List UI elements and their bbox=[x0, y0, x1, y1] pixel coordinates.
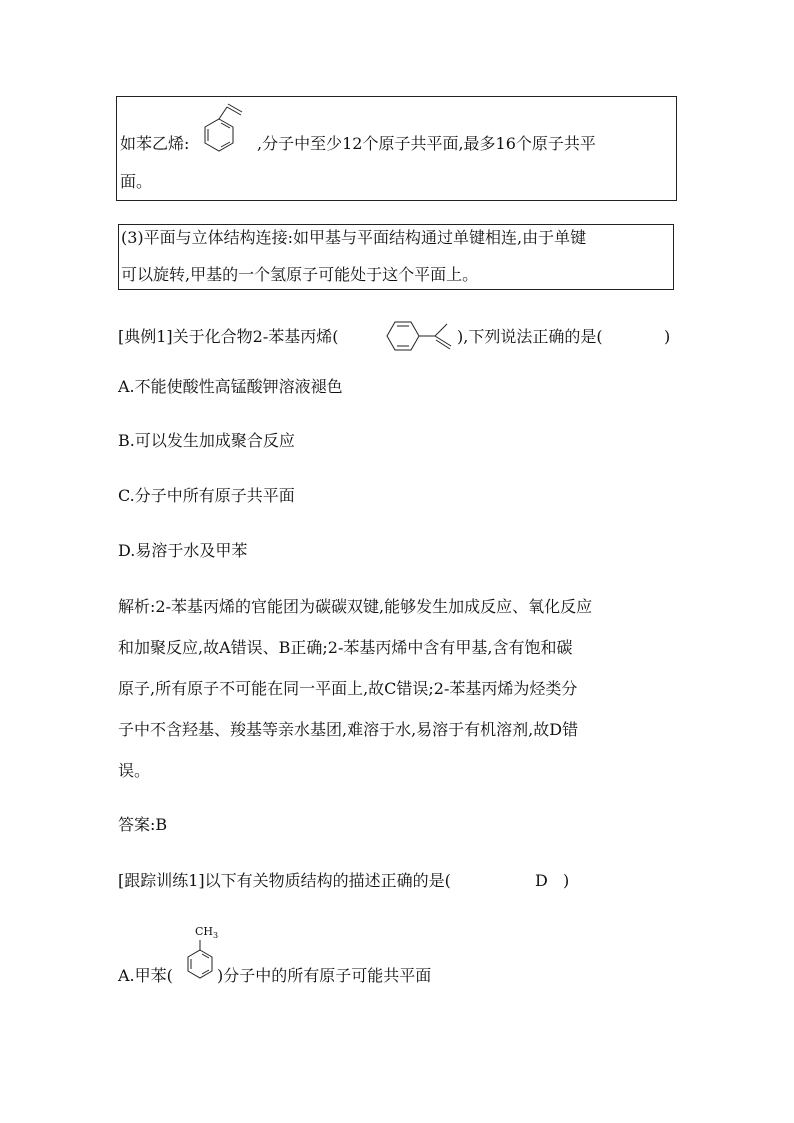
analysis-line-2: 和加聚反应,故A错误、B正确;2-苯基丙烯中含有甲基,含有饱和碳 bbox=[118, 638, 573, 657]
example1-option-d: D.易溶于水及甲苯 bbox=[118, 541, 248, 560]
example1-answer-paren-close: ) bbox=[664, 327, 671, 346]
phenylpropene-structure-icon bbox=[381, 318, 459, 354]
example1-stem-prefix: [典例1]关于化合物2-苯基丙烯( bbox=[118, 327, 339, 346]
practice1-option-a-suffix: )分子中的所有原子可能共平面 bbox=[217, 966, 432, 985]
analysis-line-4: 子中不含羟基、羧基等亲水基团,难溶于水,易溶于有机溶剂,故D错 bbox=[118, 720, 579, 739]
styrene-note-suffix: ,分子中至少12个原子共平面,最多16个原子共平 bbox=[257, 134, 596, 153]
example1-option-c: C.分子中所有原子共平面 bbox=[118, 486, 295, 505]
example1-answer: 答案:B bbox=[118, 815, 168, 834]
practice1-stem: [跟踪训练1]以下有关物质结构的描述正确的是( bbox=[118, 871, 451, 890]
analysis-line-1: 解析:2-苯基丙烯的官能团为碳碳双键,能够发生加成反应、氧化反应 bbox=[118, 597, 593, 616]
styrene-note-prefix: 如苯乙烯: bbox=[120, 134, 190, 153]
plane-3d-connection-box bbox=[118, 224, 674, 290]
styrene-structure-icon bbox=[201, 103, 261, 167]
plane-3d-line1: (3)平面与立体结构连接:如甲基与平面结构通过单键相连,由于单键 bbox=[121, 228, 587, 247]
styrene-note-box bbox=[116, 96, 677, 201]
toluene-structure-icon bbox=[186, 938, 218, 988]
analysis-line-3: 原子,所有原子不可能在同一平面上,故C错误;2-苯基丙烯为烃类分 bbox=[118, 679, 578, 698]
plane-3d-line2: 可以旋转,甲基的一个氢原子可能处于这个平面上。 bbox=[121, 265, 479, 284]
practice1-paren-close: ) bbox=[563, 871, 570, 890]
example1-stem-suffix: ),下列说法正确的是( bbox=[457, 327, 603, 346]
practice1-answer-letter: D bbox=[535, 871, 548, 890]
example1-option-a: A.不能使酸性高锰酸钾溶液褪色 bbox=[118, 377, 343, 396]
analysis-line-5: 误。 bbox=[118, 761, 151, 780]
toluene-ch3-label: $CH_3$ bbox=[195, 925, 219, 941]
styrene-note-line2: 面。 bbox=[120, 172, 153, 191]
example1-option-b: B.可以发生加成聚合反应 bbox=[118, 431, 295, 450]
practice1-option-a-prefix: A.甲苯( bbox=[118, 966, 173, 985]
